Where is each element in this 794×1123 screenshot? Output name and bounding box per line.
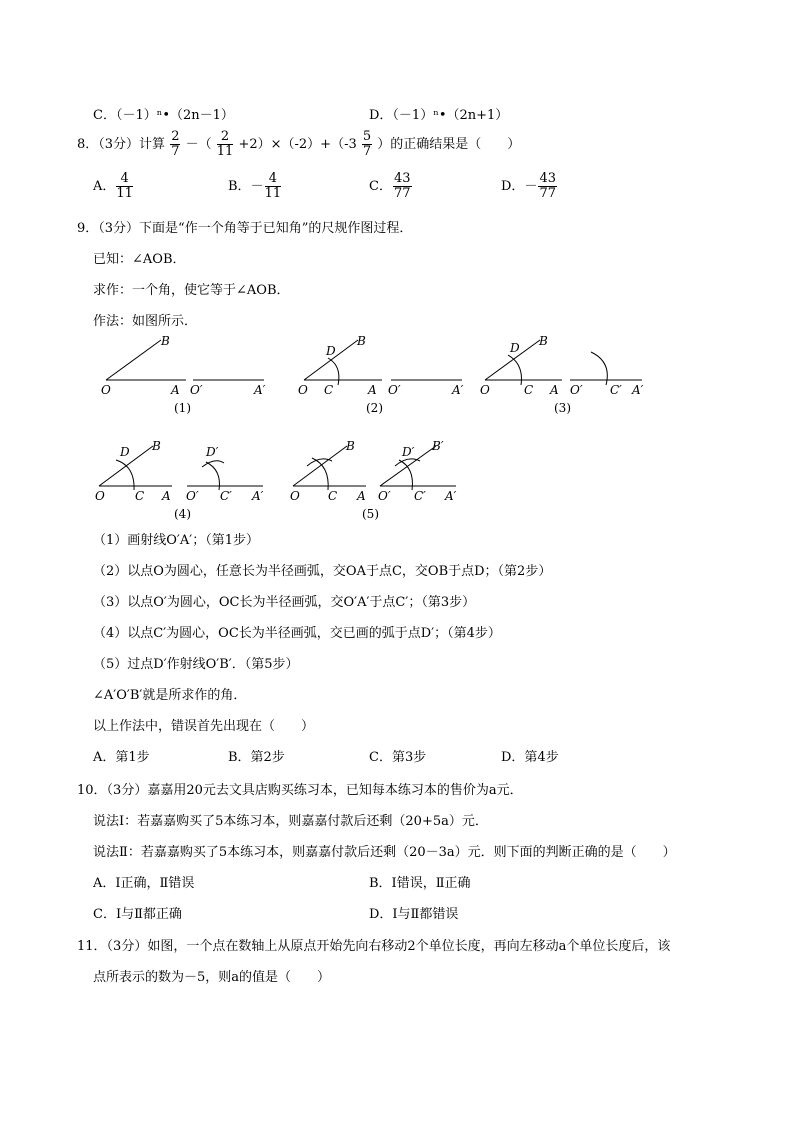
svg-text:A′: A′ <box>252 489 264 503</box>
q10-option-d: D．Ⅰ与Ⅱ都错误 <box>369 907 459 922</box>
svg-text:O: O <box>101 383 111 397</box>
ray-ob <box>106 340 161 380</box>
q9-option-d: D．第4步 <box>501 750 559 765</box>
q9-step-1: （1）画射线O′A′；（第1步） <box>93 533 259 548</box>
q9-step-5: （5）过点D′作射线O′B′．（第5步） <box>93 657 299 672</box>
q10-statement-1: 说法Ⅰ：若嘉嘉购买了5本练习本，则嘉嘉付款后还剩（20+5a）元． <box>93 814 488 829</box>
svg-text:A′: A′ <box>452 383 464 397</box>
q8-mid2: +2）×（-2）+（-3 <box>238 137 357 152</box>
q9-step-4: （4）以点C′为圆心，OC长为半径画弧，交已画的弧于点D′；（第4步） <box>93 626 501 641</box>
arc <box>328 358 339 385</box>
q8-option-d <box>501 172 558 201</box>
numerator: 2 <box>171 129 180 144</box>
q10-option-c: C．Ⅰ与Ⅱ都正确 <box>93 907 182 922</box>
numerator: 2 <box>217 130 234 145</box>
svg-text:A′: A′ <box>445 489 457 503</box>
denominator: 7 <box>171 144 180 159</box>
figure-caption: (3) <box>554 401 571 415</box>
numerator: 5 <box>362 129 372 144</box>
svg-text:A: A <box>368 383 377 397</box>
q10-statement-2: 说法Ⅱ：若嘉嘉购买了5本练习本，则嘉嘉付款后还剩（20－3a）元．则下面的判断正确的是（ ） <box>93 845 676 860</box>
q9-question: 以上作法中，错误首先出现在（ ） <box>93 719 315 734</box>
q9-method: 作法：如图所示． <box>93 314 198 329</box>
svg-text:O: O <box>480 383 490 397</box>
q8-option-b <box>228 172 282 201</box>
svg-text:A: A <box>357 489 366 503</box>
question-8 <box>77 130 520 160</box>
numerator: 4 <box>116 172 133 187</box>
q9-option-b: B．第2步 <box>228 750 285 765</box>
denominator: 7 <box>362 144 372 159</box>
fraction <box>362 130 372 159</box>
svg-text:C′: C′ <box>414 489 426 503</box>
q9-conclusion: ∠A′O′B′就是所求作的角． <box>93 688 247 703</box>
q8-option-c <box>369 172 413 201</box>
svg-text:O′: O′ <box>186 489 199 503</box>
option-label: D． <box>501 179 525 194</box>
svg-text:C′: C′ <box>610 383 622 397</box>
fraction <box>217 130 234 159</box>
option-sign: － <box>524 179 538 194</box>
svg-text:C′: C′ <box>220 489 232 503</box>
q9-option-c: C．第3步 <box>369 750 427 765</box>
svg-text:B: B <box>357 334 366 348</box>
option-label: C． <box>369 179 392 194</box>
q10-option-b: B．Ⅰ错误，Ⅱ正确 <box>369 876 471 891</box>
svg-text:A′: A′ <box>632 383 644 397</box>
svg-text:O′: O′ <box>378 489 391 503</box>
denominator: 11 <box>216 144 234 159</box>
option-label: A． <box>93 179 116 194</box>
svg-text:B: B <box>539 334 548 348</box>
svg-text:D′: D′ <box>206 445 219 459</box>
q9-step-2: （2）以点O为圆心，任意长为半径画弧，交OA于点C，交OB于点D；（第2步） <box>93 564 552 579</box>
denominator: 11 <box>264 186 282 201</box>
svg-text:A: A <box>162 489 171 503</box>
svg-text:C: C <box>524 383 534 397</box>
svg-text:C: C <box>328 489 338 503</box>
svg-text:A: A <box>550 383 559 397</box>
figure-caption: (4) <box>174 507 191 521</box>
figure-caption: (2) <box>366 401 383 415</box>
q9-seek: 求作：一个角，使它等于∠AOB． <box>93 283 290 298</box>
svg-text:A′: A′ <box>254 383 266 397</box>
option-label: B． <box>228 179 251 194</box>
numerator: 43 <box>393 171 411 186</box>
q10-title: 10．（3分）嘉嘉用20元去文具店购买练习本，已知每本练习本的售价为a元． <box>77 783 523 798</box>
figure-caption: (1) <box>174 401 191 415</box>
q9-option-a: A．第1步 <box>93 750 150 765</box>
numerator: 43 <box>539 171 556 186</box>
figure-caption: (5) <box>362 507 379 521</box>
denominator: 11 <box>116 186 133 201</box>
q11-line-1: 11．（3分）如图，一个点在数轴上从原点开始先向右移动2个单位长度，再向左移动a个单位长度后，该 <box>77 939 671 954</box>
svg-text:A: A <box>171 383 180 397</box>
fraction <box>170 130 180 159</box>
option-sign: － <box>250 179 264 194</box>
svg-text:B: B <box>152 439 161 453</box>
q9-known: 已知：∠AOB． <box>93 252 186 267</box>
q10-option-a: A．Ⅰ正确，Ⅱ错误 <box>93 876 195 891</box>
svg-text:O: O <box>290 489 300 503</box>
construction-figures <box>0 330 794 530</box>
q7-option-d: D．（－1）ⁿ•（2n+1） <box>369 108 509 123</box>
q8-prefix: 8．（3分）计算 <box>77 137 166 152</box>
q11-line-2: 点所表示的数为－5，则a的值是（ ） <box>93 970 331 985</box>
svg-text:B′: B′ <box>432 439 444 453</box>
svg-text:B: B <box>346 439 355 453</box>
svg-text:C: C <box>324 383 334 397</box>
svg-text:B: B <box>161 334 170 348</box>
svg-text:D′: D′ <box>402 445 415 459</box>
q7-option-c: C．（－1）ⁿ•（2n－1） <box>93 108 234 123</box>
q8-option-a <box>93 172 134 201</box>
q8-mid1: －（ <box>185 137 212 152</box>
numerator: 4 <box>265 172 282 187</box>
q9-title: 9．（3分）下面是“作一个角等于已知角”的尺规作图过程． <box>77 221 413 236</box>
svg-text:O: O <box>95 489 105 503</box>
svg-text:O′: O′ <box>388 383 401 397</box>
denominator: 77 <box>393 186 411 201</box>
svg-text:C: C <box>135 489 145 503</box>
denominator: 77 <box>539 186 556 201</box>
q8-suffix: ）的正确结果是（ ） <box>377 137 521 152</box>
svg-text:O′: O′ <box>190 383 203 397</box>
q9-step-3: （3）以点O′为圆心，OC长为半径画弧，交O′A′于点C′；（第3步） <box>93 595 476 610</box>
svg-text:O′: O′ <box>570 383 583 397</box>
svg-text:O: O <box>298 383 308 397</box>
svg-text:D: D <box>326 344 336 358</box>
svg-text:D: D <box>510 341 520 355</box>
svg-text:D: D <box>120 445 130 459</box>
